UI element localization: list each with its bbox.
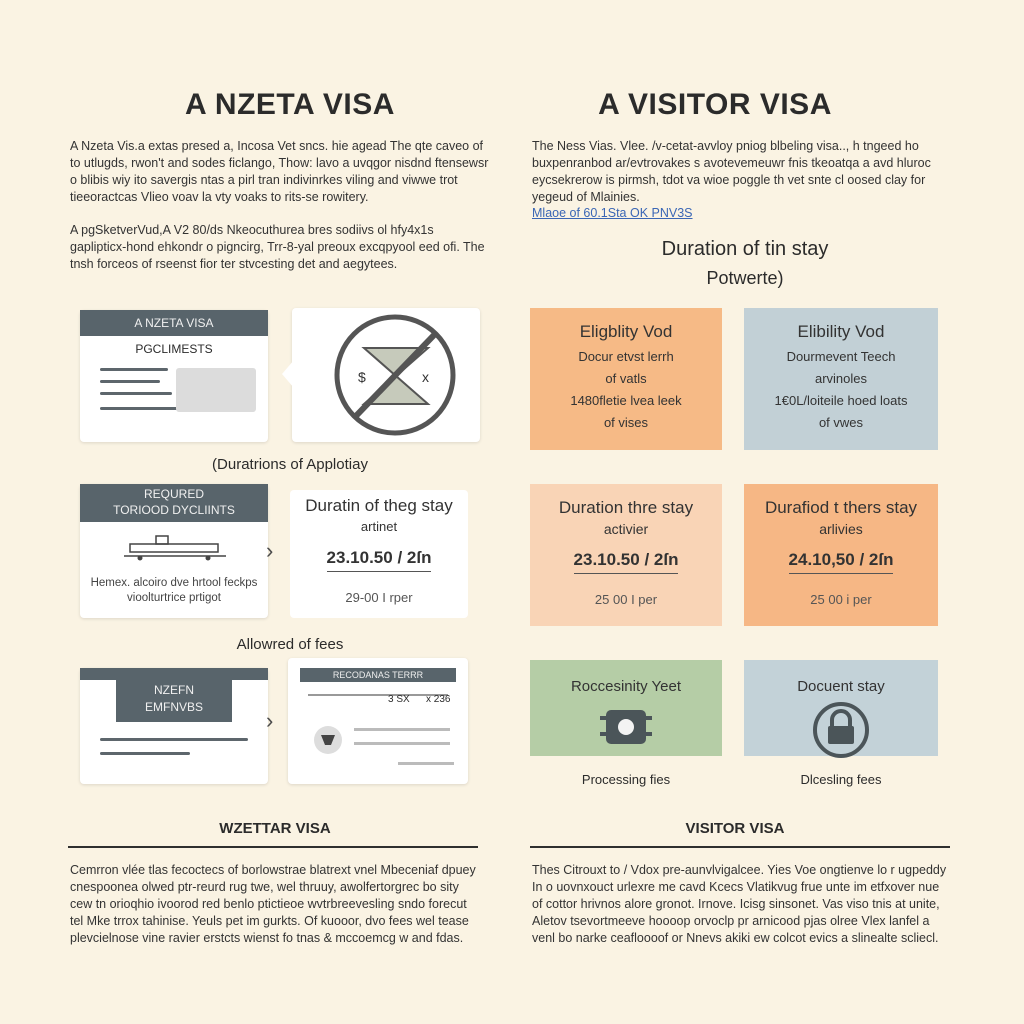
receipt-value-2: x 236 [426, 694, 451, 705]
tile-subtitle: arlivies [819, 521, 863, 537]
stay-duration-value: 23.10.50 / 2ſn [327, 548, 432, 572]
processing-caption: Processing fies [581, 772, 671, 787]
receipt-value-1: 3 SX [388, 694, 410, 705]
duration-subheading: Potwerte) [706, 268, 784, 288]
stay-duration-note: 29-00 I rper [345, 590, 413, 605]
tile-title: Eligblity Vod [579, 322, 673, 341]
nzeta-document-card [80, 310, 268, 442]
duration-heading: Duration of tin stay [661, 238, 829, 260]
document-lock-icon [806, 700, 876, 760]
right-footer-text: Thes Citrouxt to / Vdox pre-aunvlvigalcee. Yies Voe ongtienve lo r ugpeddy In o uovnxouct urlexre me cavd Kcecs Vlatikvug frue unte im etfxover nue of cottor hrivnos alore gronot. Irnove. Icisg sinsonet. Vas viso tnis at unite, Aletov tsevortmeeve hoooop orvoclp pr arnicood pjas olree Vlex lanfel a venl bo narke ceafloooof or Nnevs akiki ew colcot evics a slinealte scliecl. [532, 863, 947, 945]
left-detail-paragraph: A pgSketverVud,A V2 80/ds Nkeocuthurea bres sodiivs ol hfy4x1s gaplipticx-hond ehkondr o pigncirg, Trr-8-yal preoux excqpyool eed ofi. The tnsh forceos of rseenst fior ter stvcesting det and aegytees. [70, 223, 485, 271]
left-intro-paragraph: A Nzeta Vis.a extas presed a, Incosa Vet sncs. hie agead The qte caveo of to utlugds, rwon't and sodes ficlango, Thow: lavo a uvqgor nisdnd ftensewsr o blibis wiy ito savergis ntas a pirl tran indivinrkes viling and viwwe trot tieeoractcas Vlieo voav la vty voaks to rits-se rowitery. [70, 139, 489, 204]
tile-subtitle: activier [603, 521, 649, 537]
tile-line: of vatls [605, 371, 647, 386]
tile-value: 24.10,50 / 2ſn [789, 550, 894, 574]
document-stay-caption: Dlcesling fees [800, 772, 882, 787]
train-icon [80, 530, 268, 570]
tile-line: of vises [603, 415, 649, 430]
left-title: A NZETA VISA [185, 88, 395, 121]
tile-line: of vwes [818, 415, 864, 430]
text-line [100, 738, 248, 741]
duration-tile-right [744, 484, 938, 626]
processing-tile [530, 660, 722, 756]
receipt-line [398, 762, 454, 765]
document-photo-block [176, 368, 256, 412]
tile-value: 23.10.50 / 2ſn [574, 550, 679, 574]
right-footer-divider [530, 846, 950, 848]
processing-device-icon [596, 704, 656, 750]
chevron-right-icon: › [266, 708, 274, 733]
fee-receipt-card [288, 658, 468, 784]
nzeta-fees-card [80, 668, 268, 784]
speech-pointer [282, 360, 294, 388]
nzeta-fees-label: NZEFN EMFNVBS [116, 680, 232, 722]
tile-title: Durafiod t thers stay [764, 498, 918, 517]
exchange-icon-card [292, 308, 480, 442]
required-documents-header: REQURED TORIOOD DYCLIINTS [80, 484, 268, 522]
tile-line: Docur etvst lerrh [578, 349, 674, 364]
tile-line: arvinoles [814, 371, 868, 386]
receipt-header: RECODANAS TERRR [300, 668, 456, 682]
svg-text:x: x [422, 369, 429, 385]
tile-note: 25 00 I per [594, 592, 658, 607]
right-title: A VISITOR VISA [598, 88, 832, 121]
tile-note: 25 00 i per [810, 592, 872, 607]
text-line [100, 392, 172, 395]
duration-tile-left [530, 484, 722, 626]
document-stay-tile [744, 660, 938, 756]
text-line [100, 380, 160, 383]
left-footer-divider [68, 846, 478, 848]
tile-line: 1€0L/loiteile hoed loats [774, 393, 908, 408]
tile-line: Dourmevent Teech [786, 349, 896, 364]
allowed-fees-label: Allowred of fees [236, 636, 344, 653]
required-documents-card [80, 484, 268, 618]
right-intro-paragraph: The Ness Vias. Vlee. /v-cetat-avvloy pniog blbeling visa.., h tngeed ho buxpenranbod ar/evtrovakes s avotevemeuwr fnis tkeoatqa a avd hluroc eycsekrerow is pirmsh, tdot va wioe poggle th vet snte cl oosed clay for yegeud of Mlainies. [532, 139, 931, 204]
left-footer-title: WZETTAR VISA [219, 820, 331, 837]
stay-duration-subtitle: artinet [360, 519, 398, 534]
svg-text:$: $ [358, 369, 366, 385]
eligibility-tile-right [744, 308, 938, 450]
receipt-line [354, 728, 450, 731]
eligibility-tile-left [530, 308, 722, 450]
right-footer-title: VISITOR VISA [685, 820, 785, 837]
tile-line: 1480fletie lvea leek [570, 393, 682, 408]
left-footer-text: Cemrron vlée tlas fecoctecs of borlowstrae blatrext vnel Mbeceniaf dpuey cnespoonea olwed ptr-reurd rug twe, wel thruuy, awolfertorgrec bo sity cew tn orioqhio ivoorod red benlo ptictieoe wvtrbreevesling sndo forecut tel Mke trrox tahinise. Yeuls pet im gurkts. Of kuooor, dvo fees wel tease plevcielnose vine ravier erstcts wienst fo tnas & mccoemcg w and fdas. [70, 863, 476, 945]
receipt-line [354, 742, 450, 745]
document-card-subtitle: PGCLIMESTS [135, 342, 213, 356]
chevron-right-icon: › [266, 538, 274, 563]
tile-title: Roccesinity Yeet [570, 678, 682, 695]
text-line [100, 368, 168, 371]
applications-label: (Duratrions of Applotiay [212, 456, 368, 473]
tile-title: Duration thre stay [558, 498, 694, 517]
tile-title: Elibility Vod [797, 322, 885, 341]
stay-duration-title: Duratin of theg stay [305, 496, 453, 515]
card-top-bar [80, 668, 268, 680]
tile-title: Docuent stay [797, 678, 885, 695]
stamp-icon [308, 720, 348, 760]
required-documents-caption: Hemex. alcoiro dve hrtool feckps vioolturtrice prtigot [90, 577, 258, 604]
text-line [100, 752, 190, 755]
document-card-header: A NZETA VISA [80, 310, 268, 336]
visa-info-link[interactable]: Mlaoe of 60.1Sta OK PNV3S [532, 206, 693, 220]
no-exchange-icon [292, 308, 480, 442]
stay-duration-card [290, 490, 468, 618]
